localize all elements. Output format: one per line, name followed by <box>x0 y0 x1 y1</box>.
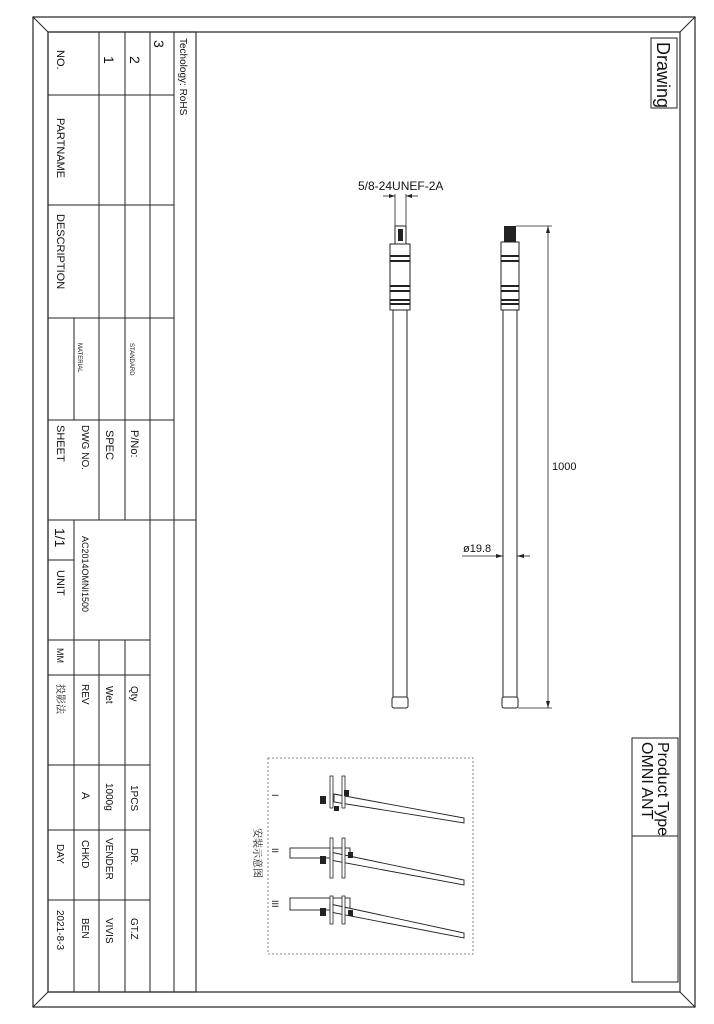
inner-border <box>48 32 680 992</box>
vender-value: VIVIS <box>103 918 114 944</box>
day-value: 2021-8-3 <box>54 910 65 951</box>
product-type-label: Product Type <box>654 742 671 836</box>
chkd-value: BEN <box>79 918 90 939</box>
dwg-no-value: AC2014OMNI1500 <box>80 536 90 613</box>
diameter-label: ø19.8 <box>463 543 492 555</box>
dwg-no-label: DWG NO. <box>79 425 90 470</box>
thread-dimension <box>358 179 443 226</box>
length-label: 1000 <box>552 461 577 473</box>
title-block <box>48 32 196 992</box>
unit-label: UNIT <box>54 570 66 596</box>
sheet-label: SHEET <box>54 425 66 462</box>
install-step-1 <box>270 776 464 823</box>
install-step-label: III <box>270 900 280 908</box>
partname-header: PARTNAME <box>54 118 66 179</box>
drawing-label: Drawing <box>653 42 673 109</box>
diameter-dimension <box>462 543 530 558</box>
chkd-label: CHKD <box>79 840 90 869</box>
no-header: NO. <box>54 50 66 70</box>
projection-label: 投影法 <box>54 684 65 714</box>
antenna-view-thread <box>390 226 410 708</box>
qty-label: Qty <box>128 686 139 702</box>
thread-spec-label: 5/8-24UNEF-2A <box>358 179 444 193</box>
spec-label: SPEC <box>103 430 115 460</box>
corner-line <box>680 992 695 1007</box>
corner-line <box>33 17 48 32</box>
row-number: 3 <box>151 40 167 48</box>
row-number: 2 <box>127 56 143 64</box>
standard-label: STANDARD <box>128 343 134 376</box>
sheet-value: 1/1 <box>52 528 68 548</box>
installation-diagram <box>251 758 473 954</box>
day-label: DAY <box>54 844 65 864</box>
corner-line <box>680 17 695 32</box>
dr-value: GT.Z <box>128 918 139 940</box>
pno-label: P/No: <box>128 430 140 458</box>
description-header: DESCRIPTION <box>54 214 66 290</box>
qty-value: 1PCS <box>128 785 139 812</box>
installation-label: 安装示意图 <box>251 828 262 878</box>
thread-pin <box>398 229 403 241</box>
antenna-tube <box>503 310 517 698</box>
antenna-tube <box>393 310 407 698</box>
install-step-label: I <box>270 794 280 797</box>
wet-label: Wet <box>103 686 114 704</box>
material-label: MATERIAL <box>76 343 82 373</box>
dr-label: DR. <box>128 848 139 866</box>
vender-label: VENDER <box>103 838 114 880</box>
antenna-end-cap <box>392 697 408 708</box>
install-step-label: II <box>270 848 280 854</box>
wet-value: 1000g <box>103 783 114 811</box>
product-type-value: OMNI ANT <box>638 742 655 820</box>
corner-line <box>33 992 48 1007</box>
unit-value: MM <box>55 648 65 663</box>
install-step-3 <box>270 896 464 938</box>
rev-value: A <box>79 792 91 800</box>
antenna-end-cap <box>502 697 518 708</box>
row-number: 1 <box>101 56 117 64</box>
antenna-top-connector <box>504 226 516 242</box>
rev-label: REV <box>79 684 90 705</box>
install-step-2 <box>270 838 464 885</box>
technology-label: Techology: RoHS <box>177 38 188 116</box>
antenna-view-dimensioned <box>501 226 519 708</box>
length-dimension <box>516 226 576 708</box>
